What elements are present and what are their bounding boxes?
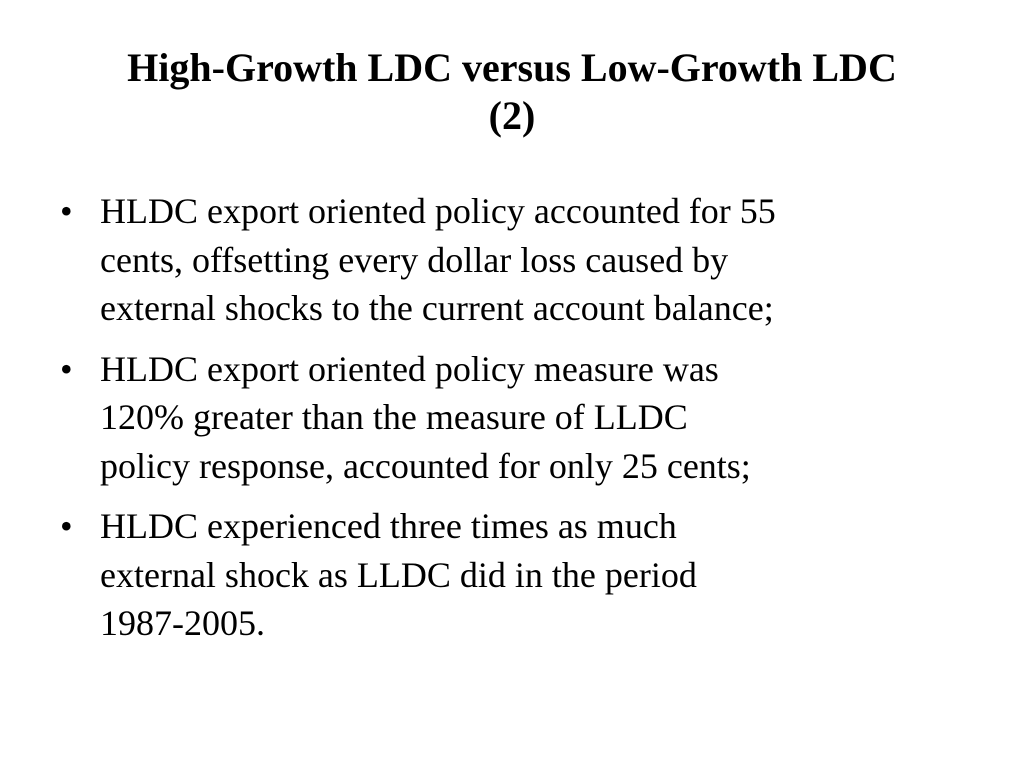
bullet-marker: • <box>60 348 73 389</box>
bullet-list <box>60 187 970 660</box>
bullet-3-line-2: external shock as LLDC did in the period <box>100 554 697 595</box>
slide-title-line-1: High-Growth LDC versus Low-Growth LDC <box>127 45 897 90</box>
bullet-item-3 <box>60 502 970 648</box>
bullet-2-line-3: policy response, accounted for only 25 cents; <box>100 445 751 486</box>
bullet-3-line-1: HLDC experienced three times as much <box>100 506 677 546</box>
bullet-2-line-1: HLDC export oriented policy measure was <box>100 348 719 389</box>
bullet-marker: • <box>60 191 73 231</box>
bullet-1-line-1: HLDC export oriented policy accounted for 55 <box>100 191 776 231</box>
slide-title <box>40 44 984 140</box>
bullet-marker: • <box>60 506 73 546</box>
bullet-2-line-2: 120% greater than the measure of LLDC <box>100 397 688 437</box>
bullet-1-line-2: cents, offsetting every dollar loss caused by <box>100 239 729 280</box>
slide-title-line-2: (2) <box>488 93 536 138</box>
bullet-3-line-3: 1987-2005. <box>100 603 265 643</box>
bullet-item-1 <box>60 187 970 333</box>
bullet-1-line-3: external shocks to the current account balance; <box>100 288 774 328</box>
bullet-item-2 <box>60 345 970 491</box>
